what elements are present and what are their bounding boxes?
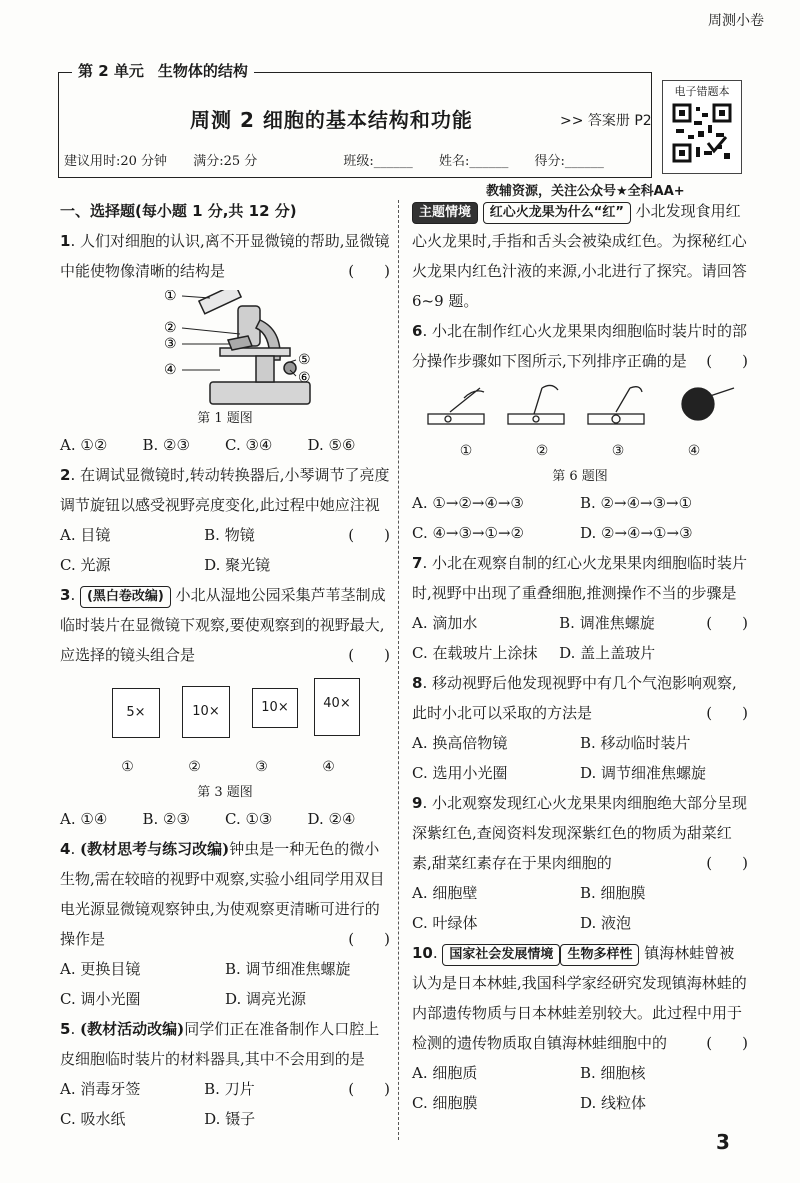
- lens-figure: [60, 674, 390, 752]
- q5-text: 同学们正在准备制作人口腔上皮细胞临时装片的材料器具,其中不会用到的是: [60, 1020, 380, 1068]
- q6-label-1: ①: [459, 443, 473, 459]
- question-6: 6. 小北在制作红心火龙果果肉细胞临时装片时的部分操作步骤如下图所示,下列排序正确的是 ( ) ① ② ③ ④ 第 6 题图 A. ①→②→④→③ B. ②→④→③→① C. ④→③→①→② D. ②→④→①→③: [412, 316, 748, 548]
- lens-2: 10×: [182, 686, 230, 738]
- q5-option-a[interactable]: A. 消毒牙签: [60, 1080, 141, 1098]
- q6-number: 6: [412, 322, 423, 340]
- q10-topic-chip: 生物多样性: [560, 944, 639, 966]
- q10-option-c[interactable]: C. 细胞膜: [412, 1094, 478, 1112]
- q5-source-tag: (教材活动改编): [79, 1020, 185, 1038]
- theme-text: 小北发现食用红心火龙果时,手指和舌头会被染成红色。为探秘红心火龙果内红色汁液的来源,小北进行了探究。请回答 6~9 题。: [412, 202, 747, 310]
- q3-option-a[interactable]: A. ①④: [60, 810, 108, 828]
- question-7: 7. 小北在观察自制的红心火龙果果肉细胞临时装片时,视野中出现了重叠细胞,推测操作不当的步骤是 ( ) A. 滴加水 B. 调准焦螺旋 C. 在载玻片上涂抹 D. 盖上盖玻片: [412, 548, 748, 668]
- q3-label-4: ④: [322, 759, 335, 775]
- q6-option-d[interactable]: D. ②→④→①→③: [580, 524, 693, 542]
- q9-answer-paren: ( ): [706, 854, 748, 872]
- q1-caption: 第 1 题图: [197, 411, 253, 426]
- q9-option-b[interactable]: B. 细胞膜: [580, 884, 646, 902]
- q2-text: 在调试显微镜时,转动转换器后,小琴调节了亮度调节旋钮以感受视野亮度变化,此过程中她应注视: [60, 466, 390, 514]
- q2-option-c[interactable]: C. 光源: [60, 556, 111, 574]
- qr-code-icon: [672, 103, 732, 163]
- q10-answer-paren: ( ): [706, 1034, 748, 1052]
- q1-answer-paren: ( ): [348, 262, 390, 280]
- q7-option-d[interactable]: D. 盖上盖玻片: [559, 644, 656, 662]
- q7-number: 7: [412, 554, 423, 572]
- q8-number: 8: [412, 674, 423, 692]
- q4-option-b[interactable]: B. 调节细准焦螺旋: [225, 960, 351, 978]
- q10-text: 镇海林蛙曾被认为是日本林蛙,我国科学家经研究发现镇海林蛙的内部遗传物质与日本林蛙差别较大。此过程中用于检测的遗传物质取自镇海林蛙细胞中的: [412, 944, 747, 1052]
- q3-options: [60, 804, 390, 834]
- promo-line: 教辅资源，关注公众号★全科AA+: [486, 184, 685, 199]
- slide-steps-icon: [412, 380, 748, 436]
- q10-context-chip: 国家社会发展情境: [442, 944, 560, 966]
- q3-source-tag: (黑白卷改编): [80, 586, 171, 608]
- lens-4: 40×: [314, 678, 360, 736]
- q8-option-b[interactable]: B. 移动临时装片: [580, 734, 691, 752]
- q8-option-c[interactable]: C. 选用小光圈: [412, 764, 508, 782]
- weekly-title: 周测 2 细胞的基本结构和功能: [190, 108, 473, 132]
- theme-chip: 主题情境: [412, 202, 478, 224]
- page-number: 3: [716, 1130, 730, 1154]
- q6-option-a[interactable]: A. ①→②→④→③: [412, 494, 524, 512]
- q3-label-3: ③: [255, 759, 268, 775]
- question-4: 4. (教材思考与练习改编)钟虫是一种无色的微小生物,需在较暗的视野中观察,实验小组同学用双目电光源显微镜观察钟虫,为使观察更清晰可进行的操作是 ( ) A. 更换目镜 B. 调节细准焦螺旋 C. 调小光圈 D. 调亮光源: [60, 834, 390, 1014]
- q7-options: [412, 608, 706, 668]
- q3-option-b[interactable]: B. ②③: [142, 810, 190, 828]
- q2-number: 2: [60, 466, 71, 484]
- q4-answer-paren: ( ): [348, 930, 390, 948]
- q5-options: [60, 1074, 348, 1134]
- q6-options: [412, 488, 748, 548]
- q3-answer-paren: ( ): [348, 646, 390, 664]
- corner-tag: 周测小卷: [708, 13, 764, 29]
- q9-option-d[interactable]: D. 液泡: [580, 914, 632, 932]
- q7-option-a[interactable]: A. 滴加水: [412, 614, 478, 632]
- question-8: 8. 移动视野后他发现视野中有几个气泡影响观察,此时小北可以采取的方法是 ( ) A. 换高倍物镜 B. 移动临时装片 C. 选用小光圈 D. 调节细准焦螺旋: [412, 668, 748, 788]
- full-score: 满分:25 分: [193, 154, 258, 169]
- q2-answer-paren: ( ): [348, 526, 390, 544]
- q8-text: 移动视野后他发现视野中有几个气泡影响观察,此时小北可以采取的方法是: [412, 674, 737, 722]
- q1-label-2: ②: [164, 320, 177, 336]
- question-9: 9. 小北观察发现红心火龙果果肉细胞绝大部分呈现深紫红色,查阅资料发现深紫红色的物质为甜菜红素,甜菜红素存在于果肉细胞的 ( ) A. 细胞壁 B. 细胞膜 C. 叶绿体 D. 液泡: [412, 788, 748, 938]
- q8-option-a[interactable]: A. 换高倍物镜: [412, 734, 508, 752]
- q6-label-4: ④: [687, 443, 701, 459]
- lens-1: 5×: [112, 688, 160, 738]
- slide-steps-figure: [412, 380, 748, 436]
- class-field: 班级:______: [343, 154, 413, 169]
- q1-number: 1: [60, 232, 71, 250]
- meta-line: [64, 150, 644, 169]
- q5-answer-paren: ( ): [348, 1080, 390, 1098]
- right-column: [412, 196, 748, 1118]
- q10-number: 10: [412, 944, 433, 962]
- q1-text: 人们对细胞的认识,离不开显微镜的帮助,显微镜中能使物像清晰的结构是: [60, 232, 390, 280]
- q1-option-b[interactable]: B. ②③: [142, 436, 190, 454]
- q10-option-b[interactable]: B. 细胞核: [580, 1064, 646, 1082]
- q2-options: [60, 520, 348, 580]
- theme-title: 红心火龙果为什么“红”: [483, 202, 631, 224]
- q6-step-labels: [412, 436, 748, 466]
- question-1: 1. 人们对细胞的认识,离不开显微镜的帮助,显微镜中能使物像清晰的结构是 ( ) ① ② ③ ④ ⑤ ⑥ 第 1 题图 A. ①② B. ②③ C. ③④ D. ⑤⑥: [60, 226, 390, 460]
- unit-heading: [72, 60, 254, 81]
- q4-options: [60, 954, 390, 1014]
- q6-text: 小北在制作红心火龙果果肉细胞临时装片时的部分操作步骤如下图所示,下列排序正确的是: [412, 322, 747, 370]
- section-heading: 一、选择题(每小题 1 分,共 12 分): [60, 202, 297, 220]
- q1-label-4: ④: [164, 362, 177, 378]
- q8-option-d[interactable]: D. 调节细准焦螺旋: [580, 764, 707, 782]
- q4-option-a[interactable]: A. 更换目镜: [60, 960, 141, 978]
- q6-option-c[interactable]: C. ④→③→①→②: [412, 524, 524, 542]
- q10-option-a[interactable]: A. 细胞质: [412, 1064, 478, 1082]
- q6-answer-paren: ( ): [706, 352, 748, 370]
- q3-text: 小北从湿地公园采集芦苇茎制成临时装片在显微镜下观察,要使观察到的视野最大,应选择的镜头组合是: [60, 586, 386, 664]
- q3-option-c[interactable]: C. ①③: [225, 810, 273, 828]
- name-field: 姓名:______: [438, 154, 509, 169]
- microscope-icon: [60, 290, 390, 408]
- q6-label-2: ②: [535, 443, 549, 459]
- q3-lens-labels: [60, 752, 390, 782]
- q7-option-c[interactable]: C. 在载玻片上涂抹: [412, 644, 538, 662]
- suggested-time: 建议用时:20 分钟: [64, 154, 168, 169]
- q9-number: 9: [412, 794, 423, 812]
- q1-label-6: ⑥: [298, 370, 311, 386]
- q1-label-1: ①: [164, 290, 177, 304]
- q4-source-tag: (教材思考与练习改编): [79, 840, 230, 858]
- q4-number: 4: [60, 840, 71, 858]
- q9-options: [412, 878, 748, 938]
- score-field: 得分:______: [534, 154, 604, 169]
- q1-label-3: ③: [164, 336, 177, 352]
- microscope-figure: [60, 290, 390, 408]
- question-5: 5. (教材活动改编)同学们正在准备制作人口腔上皮细胞临时装片的材料器具,其中不会用到的是 ( ) A. 消毒牙签 B. 刀片 C. 吸水纸 D. 镊子: [60, 1014, 390, 1134]
- lens-3: 10×: [252, 688, 298, 728]
- q6-option-b[interactable]: B. ②→④→③→①: [580, 494, 693, 512]
- qr-label: 电子错题本: [674, 85, 730, 98]
- q4-text: 钟虫是一种无色的微小生物,需在较暗的视野中观察,实验小组同学用双目电光源显微镜观察钟虫,为使观察更清晰可进行的操作是: [60, 840, 385, 948]
- q9-option-c[interactable]: C. 叶绿体: [412, 914, 478, 932]
- answer-reference: >> 答案册 P2: [560, 113, 652, 129]
- q3-number: 3: [60, 586, 71, 604]
- q2-option-b[interactable]: B. 物镜: [204, 526, 255, 544]
- q6-caption: 第 6 题图: [552, 469, 608, 484]
- q5-number: 5: [60, 1020, 71, 1038]
- q2-option-d[interactable]: D. 聚光镜: [204, 556, 271, 574]
- q5-option-d[interactable]: D. 镊子: [204, 1110, 256, 1128]
- q7-answer-paren: ( ): [706, 614, 748, 632]
- q7-option-b[interactable]: B. 调准焦螺旋: [559, 614, 655, 632]
- column-divider: [398, 200, 399, 1140]
- q1-option-a[interactable]: A. ①②: [60, 436, 108, 454]
- q2-option-a[interactable]: A. 目镜: [60, 526, 111, 544]
- q9-text: 小北观察发现红心火龙果果肉细胞绝大部分呈现深紫红色,查阅资料发现深紫红色的物质为甜菜红素,甜菜红素存在于果肉细胞的: [412, 794, 747, 872]
- q10-options: [412, 1058, 748, 1118]
- q3-label-1: ①: [121, 759, 134, 775]
- q7-text: 小北在观察自制的红心火龙果果肉细胞临时装片时,视野中出现了重叠细胞,推测操作不当的步骤是: [412, 554, 747, 602]
- q3-label-2: ②: [188, 759, 201, 775]
- left-column: [60, 196, 390, 1134]
- theme-scenario: [412, 196, 748, 316]
- q1-label-5: ⑤: [298, 352, 311, 368]
- unit-label: 第 2 单元: [78, 62, 144, 80]
- q1-options: [60, 430, 390, 460]
- q4-option-c[interactable]: C. 调小光圈: [60, 990, 141, 1008]
- q3-option-d[interactable]: D. ②④: [307, 810, 356, 828]
- q3-caption: 第 3 题图: [197, 785, 253, 800]
- q1-option-c[interactable]: C. ③④: [225, 436, 273, 454]
- q9-option-a[interactable]: A. 细胞壁: [412, 884, 478, 902]
- q5-option-c[interactable]: C. 吸水纸: [60, 1110, 126, 1128]
- q8-answer-paren: ( ): [706, 704, 748, 722]
- q5-option-b[interactable]: B. 刀片: [204, 1080, 255, 1098]
- qr-panel: [662, 80, 742, 174]
- question-3: 3. (黑白卷改编) 小北从湿地公园采集芦苇茎制成临时装片在显微镜下观察,要使观察到的视野最大,应选择的镜头组合是 ( ) 5× 10× 10× 40× ① ② ③ ④ 第 3 题图 A. ①④ B. ②③ C. ①③ D. ②④: [60, 580, 390, 834]
- q6-label-3: ③: [611, 443, 625, 459]
- q10-option-d[interactable]: D. 线粒体: [580, 1094, 647, 1112]
- question-2: 2. 在调试显微镜时,转动转换器后,小琴调节了亮度调节旋钮以感受视野亮度变化,此过程中她应注视 ( ) A. 目镜 B. 物镜 C. 光源 D. 聚光镜: [60, 460, 390, 580]
- q1-option-d[interactable]: D. ⑤⑥: [307, 436, 356, 454]
- unit-title: 生物体的结构: [157, 62, 248, 80]
- question-10: 10. 国家社会发展情境 生物多样性 镇海林蛙曾被认为是日本林蛙,我国科学家经研究发现镇海林蛙的内部遗传物质与日本林蛙差别较大。此过程中用于检测的遗传物质取自镇海林蛙细胞中的 ( ) A. 细胞质 B. 细胞核 C. 细胞膜 D. 线粒体: [412, 938, 748, 1118]
- q8-options: [412, 728, 748, 788]
- q4-option-d[interactable]: D. 调亮光源: [225, 990, 307, 1008]
